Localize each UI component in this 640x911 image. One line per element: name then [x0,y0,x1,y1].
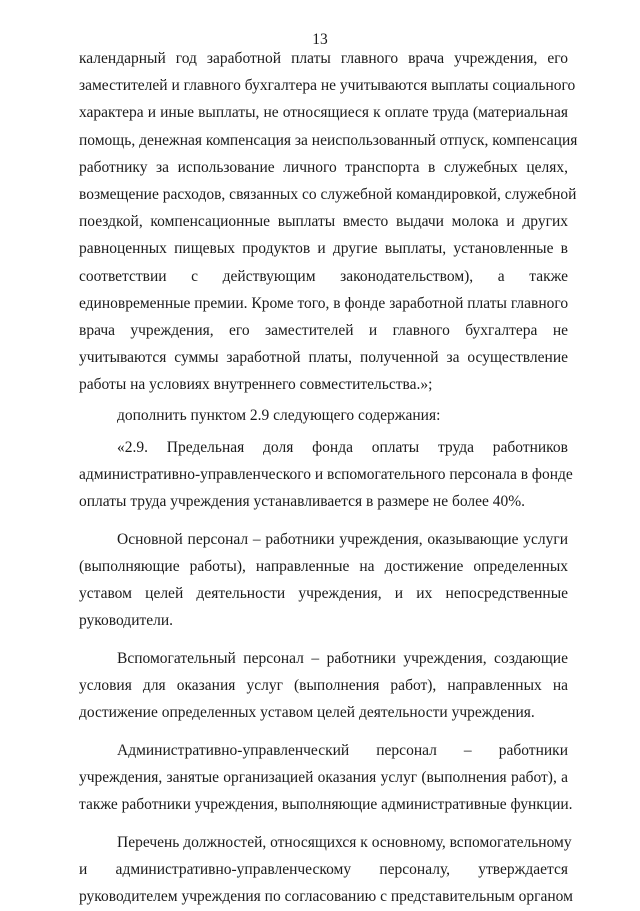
text-line: условия для оказания услуг (выполнения работ), направленных на [79,677,568,695]
text-line: руководители. [79,612,174,630]
paragraph-support-staff [79,645,568,727]
text-line: единовременные премии. Кроме того, в фонде заработной платы главного [79,294,569,312]
text-line: (выполняющие работы), направленные на достижение определенных [79,557,568,575]
text-line: и административно-управленческому персоналу, утверждается [79,861,568,879]
text-line: врача учреждения, его заместителей и главного бухгалтера не [79,321,568,339]
text-line: учреждения, занятые организацией оказания услуг (выполнения работ), а [79,769,568,787]
text-line: характера и иные выплаты, не относящиеся к оплате труда (материальная [79,104,568,122]
text-line: дополнить пунктом 2.9 следующего содержания: [117,407,441,425]
paragraph-admin-staff [79,737,573,819]
text-line: Административно-управленческий персонал – работники [117,742,568,759]
text-line: календарный год заработной платы главного врача учреждения, его [79,50,568,67]
text-line: соответствии с действующим законодательством), а также [79,267,568,285]
text-line: работы на условиях внутреннего совместительства.»; [79,376,433,394]
text-line: работнику за использование личного транспорта в служебных целях, [79,158,568,176]
text-line: возмещение расходов, связанных со служебной командировкой, служебной [79,185,577,203]
text-line: достижение определенных уставом целей деятельности учреждения. [79,704,535,722]
text-line: также работники учреждения, выполняющие административные функции. [79,796,573,814]
text-line: помощь, денежная компенсация за неиспользованный отпуск, компенсация [79,131,578,149]
paragraph-core-staff [79,526,568,635]
body-text [79,45,578,911]
paragraph-social-payments [79,45,578,398]
text-line: уставом целей деятельности учреждения, и их непосредственные [79,585,568,603]
text-line: Основной персонал – работники учреждения, оказывающие услуги [117,530,568,548]
text-line: руководителем учреждения по согласованию с представительным органом [79,888,573,906]
paragraph-add-clause [79,402,568,429]
text-line: Перечень должностей, относящихся к основному, вспомогательному [117,834,572,852]
text-line: оплаты труда учреждения устанавливается в размере не более 40%. [79,493,526,510]
text-line: «2.9. Предельная доля фонда оплаты труда работников [117,438,568,456]
text-line: административно-управленческого и вспомогательного персонала в фонде [79,465,573,483]
text-line: поездкой, компенсационные выплаты вместо выдачи молока и других [79,213,568,231]
paragraph-positions-list [79,829,573,911]
text-line: Вспомогательный персонал – работники учреждения, создающие [117,649,568,667]
page-number: 13 [312,31,328,48]
text-line: учитываются суммы заработной платы, полученной за осуществление [79,349,568,367]
paragraph-clause-2-9 [79,434,573,516]
text-line: равноценных пищевых продуктов и другие выплаты, установленные в [79,240,568,258]
text-line: заместителей и главного бухгалтера не учитываются выплаты социального [79,77,576,95]
